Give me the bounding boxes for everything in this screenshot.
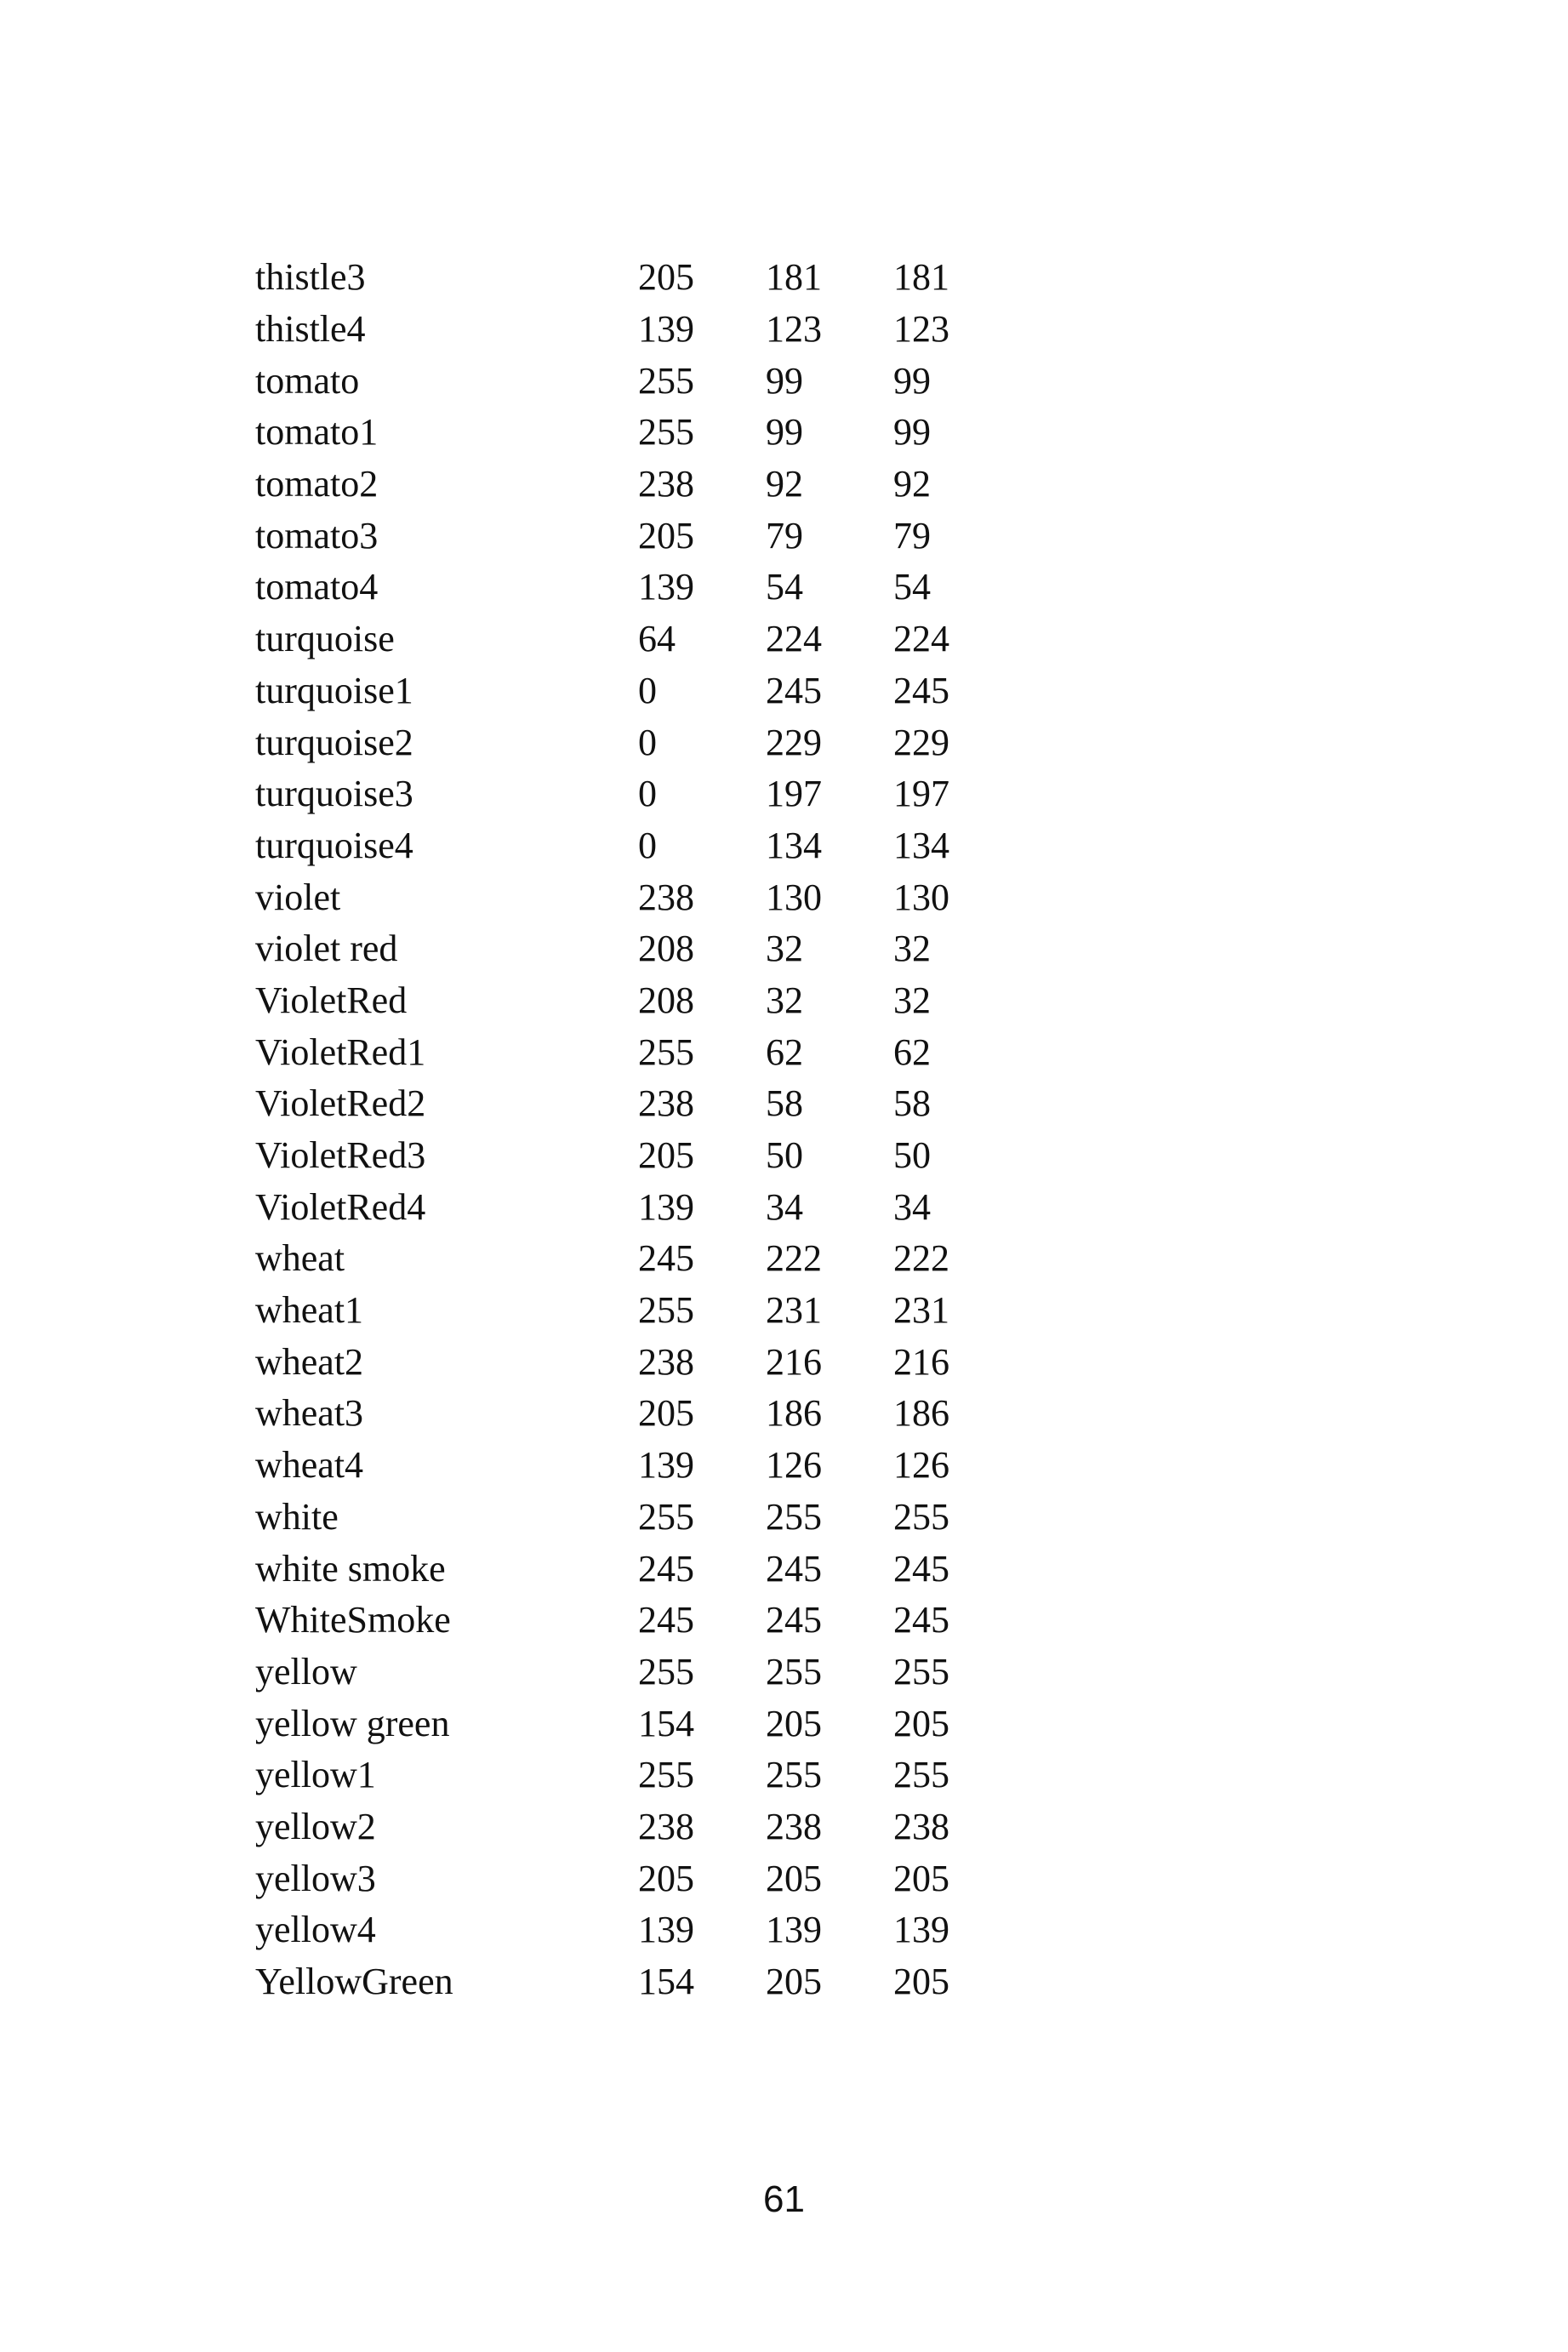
red-value-cell: 255 [638,1754,694,1796]
green-value-cell: 224 [766,618,822,660]
red-value-cell: 238 [638,1805,694,1847]
color-name-cell: wheat4 [255,1444,364,1487]
blue-value-cell: 255 [893,1495,949,1538]
color-name-cell: VioletRed [255,979,408,1021]
red-value-cell: 208 [638,979,694,1021]
color-value-table [255,252,987,2007]
blue-value-cell: 58 [893,1082,931,1125]
green-value-cell: 186 [766,1392,822,1435]
table-row [255,768,987,820]
red-value-cell: 139 [638,1909,694,1951]
blue-value-cell: 245 [893,1547,949,1590]
table-row [255,407,987,459]
green-value-cell: 32 [766,928,803,970]
table-row [255,459,987,511]
table-row [255,1492,987,1544]
red-value-cell: 139 [638,308,694,351]
green-value-cell: 205 [766,1961,822,2003]
blue-value-cell: 224 [893,618,949,660]
red-value-cell: 0 [638,721,657,763]
page-number: 61 [763,2178,805,2220]
table-row [255,1233,987,1285]
red-value-cell: 255 [638,1289,694,1332]
color-name-cell: yellow3 [255,1857,376,1899]
color-name-cell: yellow4 [255,1909,376,1951]
blue-value-cell: 229 [893,721,949,763]
blue-value-cell: 54 [893,566,931,608]
blue-value-cell: 255 [893,1754,949,1796]
color-name-cell: thistle3 [255,256,366,299]
table-row [255,1026,987,1078]
green-value-cell: 54 [766,566,803,608]
blue-value-cell: 197 [893,773,949,815]
blue-value-cell: 126 [893,1444,949,1487]
table-row [255,252,987,304]
table-row [255,1750,987,1801]
table-row [255,562,987,614]
red-value-cell: 205 [638,1392,694,1435]
table-row [255,355,987,407]
green-value-cell: 79 [766,514,803,557]
green-value-cell: 32 [766,979,803,1021]
blue-value-cell: 205 [893,1961,949,2003]
red-value-cell: 0 [638,824,657,866]
green-value-cell: 229 [766,721,822,763]
color-name-cell: turquoise [255,618,395,660]
table-row [255,1595,987,1647]
blue-value-cell: 181 [893,256,949,299]
color-name-cell: turquoise2 [255,721,413,763]
red-value-cell: 238 [638,463,694,505]
table-row [255,1078,987,1130]
table-row [255,1543,987,1595]
blue-value-cell: 186 [893,1392,949,1435]
red-value-cell: 255 [638,1495,694,1538]
blue-value-cell: 50 [893,1134,931,1177]
green-value-cell: 222 [766,1237,822,1280]
green-value-cell: 245 [766,1547,822,1590]
blue-value-cell: 216 [893,1340,949,1383]
red-value-cell: 245 [638,1599,694,1641]
color-name-cell: tomato2 [255,463,379,505]
red-value-cell: 238 [638,1340,694,1383]
green-value-cell: 216 [766,1340,822,1383]
blue-value-cell: 99 [893,411,931,454]
blue-value-cell: 245 [893,669,949,711]
red-value-cell: 205 [638,1857,694,1899]
color-name-cell: tomato1 [255,411,379,454]
blue-value-cell: 245 [893,1599,949,1641]
green-value-cell: 99 [766,359,803,402]
green-value-cell: 205 [766,1857,822,1899]
red-value-cell: 154 [638,1702,694,1744]
blue-value-cell: 34 [893,1185,931,1228]
blue-value-cell: 134 [893,824,949,866]
table-row [255,1956,987,2008]
blue-value-cell: 123 [893,308,949,351]
color-name-cell: tomato3 [255,514,379,557]
red-value-cell: 255 [638,411,694,454]
color-name-cell: wheat3 [255,1392,364,1435]
green-value-cell: 134 [766,824,822,866]
green-value-cell: 62 [766,1030,803,1073]
green-value-cell: 255 [766,1495,822,1538]
red-value-cell: 255 [638,359,694,402]
red-value-cell: 139 [638,1185,694,1228]
color-name-cell: wheat2 [255,1340,364,1383]
blue-value-cell: 205 [893,1702,949,1744]
blue-value-cell: 255 [893,1650,949,1693]
red-value-cell: 238 [638,876,694,918]
table-row [255,871,987,923]
color-name-cell: WhiteSmoke [255,1599,451,1641]
red-value-cell: 139 [638,566,694,608]
color-name-cell: turquoise3 [255,773,413,815]
table-row [255,1130,987,1182]
table-row [255,820,987,872]
color-name-cell: VioletRed1 [255,1030,426,1073]
green-value-cell: 99 [766,411,803,454]
red-value-cell: 205 [638,256,694,299]
red-value-cell: 139 [638,1444,694,1487]
green-value-cell: 255 [766,1754,822,1796]
red-value-cell: 208 [638,928,694,970]
table-row [255,1336,987,1388]
table-row [255,1440,987,1492]
green-value-cell: 123 [766,308,822,351]
red-value-cell: 205 [638,514,694,557]
red-value-cell: 245 [638,1547,694,1590]
table-row [255,1181,987,1233]
blue-value-cell: 99 [893,359,931,402]
color-name-cell: white [255,1495,339,1538]
green-value-cell: 130 [766,876,822,918]
color-name-cell: yellow2 [255,1805,376,1847]
green-value-cell: 126 [766,1444,822,1487]
color-name-cell: turquoise1 [255,669,413,711]
color-name-cell: VioletRed4 [255,1185,426,1228]
green-value-cell: 238 [766,1805,822,1847]
color-name-cell: wheat [255,1237,345,1280]
blue-value-cell: 205 [893,1857,949,1899]
blue-value-cell: 79 [893,514,931,557]
red-value-cell: 255 [638,1030,694,1073]
color-name-cell: white smoke [255,1547,446,1590]
color-name-cell: tomato [255,359,360,402]
blue-value-cell: 62 [893,1030,931,1073]
table-row [255,510,987,562]
green-value-cell: 58 [766,1082,803,1125]
green-value-cell: 245 [766,1599,822,1641]
red-value-cell: 238 [638,1082,694,1125]
color-name-cell: YellowGreen [255,1961,453,2003]
color-name-cell: violet red [255,928,398,970]
green-value-cell: 231 [766,1289,822,1332]
color-name-cell: VioletRed3 [255,1134,426,1177]
table-row [255,1852,987,1904]
red-value-cell: 0 [638,773,657,815]
red-value-cell: 0 [638,669,657,711]
table-row [255,665,987,717]
green-value-cell: 255 [766,1650,822,1693]
color-name-cell: yellow green [255,1702,450,1744]
color-name-cell: turquoise4 [255,824,413,866]
table-row [255,1801,987,1853]
blue-value-cell: 231 [893,1289,949,1332]
green-value-cell: 245 [766,669,822,711]
color-name-cell: thistle4 [255,308,366,351]
blue-value-cell: 32 [893,928,931,970]
green-value-cell: 139 [766,1909,822,1951]
red-value-cell: 154 [638,1961,694,2003]
table-row [255,1698,987,1750]
blue-value-cell: 238 [893,1805,949,1847]
red-value-cell: 205 [638,1134,694,1177]
blue-value-cell: 92 [893,463,931,505]
blue-value-cell: 32 [893,979,931,1021]
table-row [255,1647,987,1698]
table-row [255,975,987,1027]
green-value-cell: 205 [766,1702,822,1744]
blue-value-cell: 222 [893,1237,949,1280]
red-value-cell: 64 [638,618,676,660]
green-value-cell: 92 [766,463,803,505]
table-row [255,614,987,665]
table-row [255,923,987,975]
green-value-cell: 34 [766,1185,803,1228]
green-value-cell: 181 [766,256,822,299]
color-name-cell: violet [255,876,341,918]
green-value-cell: 50 [766,1134,803,1177]
table-row [255,1904,987,1956]
red-value-cell: 255 [638,1650,694,1693]
red-value-cell: 245 [638,1237,694,1280]
color-name-cell: wheat1 [255,1289,364,1332]
blue-value-cell: 139 [893,1909,949,1951]
table-row [255,304,987,356]
green-value-cell: 197 [766,773,822,815]
blue-value-cell: 130 [893,876,949,918]
table-row [255,1285,987,1337]
color-name-cell: yellow1 [255,1754,376,1796]
table-row [255,716,987,768]
color-name-cell: tomato4 [255,566,379,608]
color-name-cell: VioletRed2 [255,1082,426,1125]
color-name-cell: yellow [255,1650,357,1693]
table-row [255,1388,987,1440]
